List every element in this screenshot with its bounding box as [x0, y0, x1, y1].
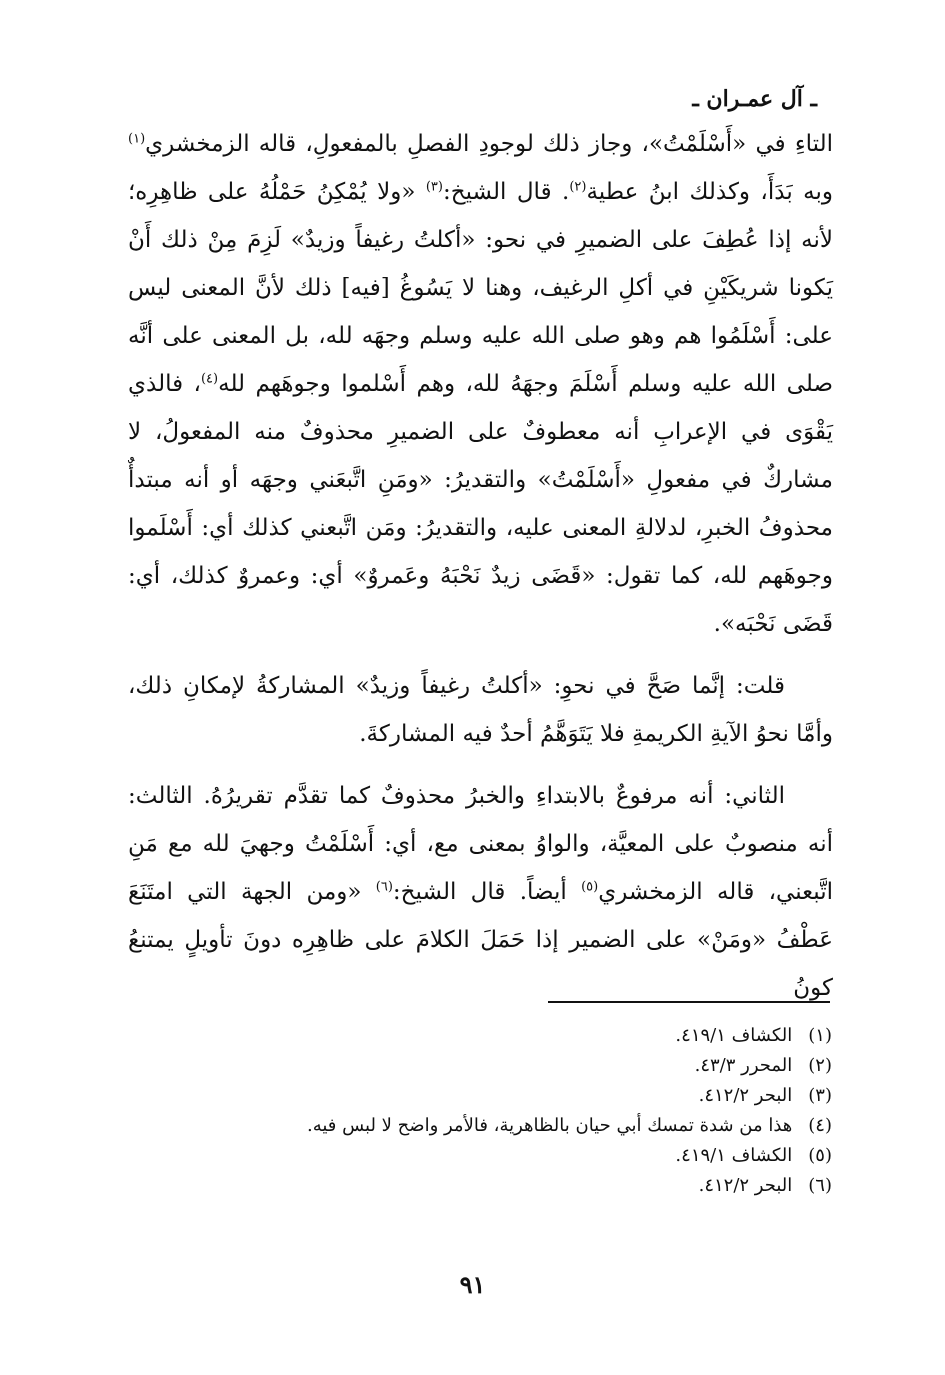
text-span: الثاني: أنه مرفوعٌ بالابتداءِ والخبرُ محذوفٌ كما تقدَّم تقريرُهُ. الثالث: أنه منصوبٌ على المعيَّة، والواوُ بمعنى مع، أي: أَسْلَمْتُ وجهيَ لله مع مَنِ اتَّبعني، قاله الزمخشري	[128, 783, 833, 905]
footnote-text: البحر ٤١٢/٢.	[698, 1085, 793, 1106]
text-span: ، فالذي يَقْوَى في الإعرابِ أنه معطوفٌ على الضميرِ محذوفٌ منه المفعولُ، لا مشاركٌ في مفعولِ «أَسْلَمْتُ» والتقديرُ: «ومَنِ اتَّبعَني وجهَه أو أنه مبتدأٌ محذوفُ الخبرِ، لدلالةِ المعنى عليه، والتقديرُ: ومَن اتَّبعني كذلك أي: أَسْلَموا وجوهَهم لله، كما تقول: «قَضَى زيدٌ نَحْبَهُ وعَمروٌ» أي: وعمروٌ كذلك، أي: قَضَى نَحْبَه».	[128, 371, 833, 637]
footnote-text: المحرر ٤٣/٣.	[694, 1055, 793, 1076]
footnote-ref-6: (٦)	[375, 879, 393, 895]
text-span: التاءِ في «أَسْلَمْتُ»، وجاز ذلك لوجودِ الفصلِ بالمفعولِ، قاله الزمخشري	[145, 131, 833, 157]
footnote-text: الكشاف ٤١٩/١.	[675, 1025, 793, 1046]
footnote-number: (٤)	[808, 1115, 832, 1136]
text-span: . قال الشيخ:	[442, 179, 570, 205]
footnote-ref-3: (٣)	[425, 179, 443, 195]
paragraph-3	[128, 772, 833, 1012]
footnote-item	[200, 1171, 832, 1201]
text-span: «ولا يُمْكِنُ حَمْلُهُ على ظاهِرِه؛ لأنه إذا عُطِفَ على الضميرِ في نحو: «أكلتُ رغيفاً وزيدٌ» لَزِمَ مِنْ ذلك أَنْ يَكونا شريكَيْنِ في أكلِ الرغيف، وهنا لا يَسُوغُ [فيه] ذلك لأنَّ المعنى ليس على: أَسْلَمُوا هم وهو صلى الله عليه وسلم وجهَه لله، بل المعنى على أنَّه صلى الله عليه وسلم أَسْلَمَ وجهَهُ لله، وهم أَسْلموا وجوهَهم لله	[128, 179, 833, 397]
footnote-number: (٣)	[808, 1085, 832, 1106]
footnote-item	[200, 1051, 832, 1081]
text-span: وبه بَدَأَ، وكذلك ابنُ عطية	[586, 179, 833, 205]
footnote-number: (٢)	[808, 1055, 832, 1076]
footnote-number: (١)	[808, 1025, 832, 1046]
footnote-number: (٥)	[808, 1145, 832, 1166]
footnote-item	[200, 1141, 832, 1171]
footnote-text: هذا من شدة تمسك أبي حيان بالظاهرية، فالأمر واضح لا لبس فيه.	[306, 1115, 793, 1136]
footnote-number: (٦)	[808, 1175, 832, 1196]
footnote-ref-5: (٥)	[581, 879, 599, 895]
paragraph-1	[128, 120, 833, 648]
footnote-ref-4: (٤)	[200, 371, 219, 387]
footnote-item	[200, 1021, 832, 1051]
footnote-item	[200, 1111, 832, 1141]
footnotes-list	[200, 1021, 832, 1201]
footnote-ref-1: (١)	[128, 131, 146, 147]
footnote-ref-2: (٢)	[569, 179, 587, 195]
footnote-text: البحر ٤١٢/٢.	[698, 1175, 793, 1196]
page-number: ٩١	[459, 1270, 486, 1299]
text-span: أيضاً. قال الشيخ:	[392, 879, 582, 905]
footnote-item	[200, 1081, 832, 1111]
main-text	[128, 120, 833, 1012]
paragraph-2: قلت: إنَّما صَحَّ في نحوِ: «أكلتُ رغيفاً وزيدٌ» المشاركةُ لإمكانِ ذلك، وأمَّا نحوُ الآيةِ الكريمةِ فلا يَتَوَهَّمُ أحدٌ فيه المشاركةَ.	[128, 673, 833, 747]
footnote-text: الكشاف ٤١٩/١.	[675, 1145, 793, 1166]
footnote-separator	[548, 1001, 830, 1003]
running-header: ـ آل عمـران ـ	[692, 86, 817, 112]
text-span: «ومن الجهة التي امتَنَعَ عَطْفُ «ومَنْ» على الضمير إذا حَمَلَ الكلامَ على ظاهِرِه دونَ تأويلٍ يمتنعُ كونُ	[128, 879, 833, 1001]
